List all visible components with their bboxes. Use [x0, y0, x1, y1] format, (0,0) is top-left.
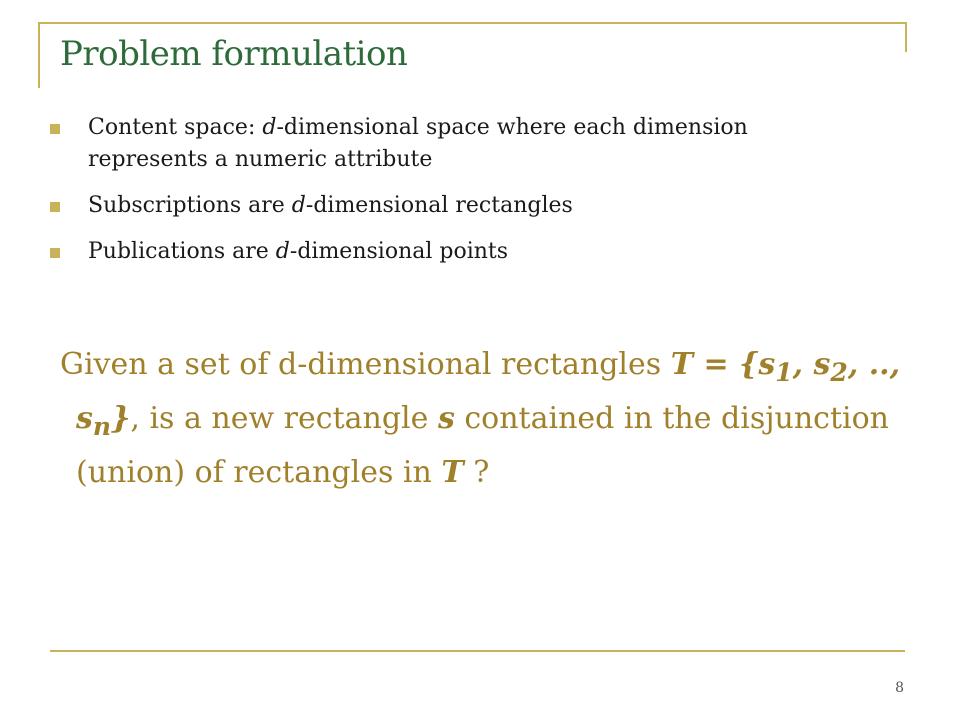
- bullet-square-icon: [50, 124, 60, 134]
- math-close: }: [111, 401, 131, 436]
- bullet-square-icon: [50, 202, 60, 212]
- bullet-text-italic: d: [291, 193, 306, 218]
- bullet-text-pre: Content space:: [88, 115, 263, 140]
- bullet-text-italic: d: [262, 115, 277, 140]
- right-rule: [905, 22, 907, 52]
- bullet-text-italic: d: [275, 239, 290, 264]
- math-T-end: T: [441, 455, 464, 490]
- bullet-publications: [50, 236, 850, 268]
- problem-tail: contained in the disjunction (union) of rectangles in: [76, 401, 889, 490]
- page-number: 8: [895, 680, 904, 696]
- bullet-content-space: [50, 112, 850, 176]
- slide-title: Problem formulation: [60, 34, 408, 74]
- bullet-text-post: -dimensional points: [289, 239, 509, 264]
- math-s-new: s: [437, 401, 455, 436]
- math-sep: ,: [792, 347, 814, 382]
- bullet-text-pre: Subscriptions are: [88, 193, 292, 218]
- bullet-square-icon: [50, 248, 60, 258]
- bottom-rule: [50, 650, 905, 652]
- math-eq: = {: [693, 347, 759, 382]
- bullet-text-post: -dimensional rectangles: [305, 193, 573, 218]
- math-T: T: [670, 347, 694, 382]
- math-sub1: 1: [775, 358, 793, 387]
- top-rule: [38, 22, 906, 24]
- problem-mid: , is a new rectangle: [130, 401, 438, 436]
- math-dots: , ..,: [847, 347, 901, 382]
- math-s2: s: [813, 347, 831, 382]
- bullet-text-post: -dimensional space where each dimension represents a numeric attribute: [88, 115, 748, 172]
- problem-end: ?: [463, 455, 490, 490]
- left-rule: [38, 22, 40, 88]
- math-s1: s: [758, 347, 776, 382]
- math-sub2: 2: [830, 358, 848, 387]
- math-sn: s: [76, 401, 93, 436]
- math-subn: n: [92, 412, 112, 441]
- bullet-text-pre: Publications are: [88, 239, 276, 264]
- problem-statement: [60, 342, 926, 496]
- bullet-list: [50, 112, 850, 282]
- bullet-subscriptions: [50, 190, 850, 222]
- problem-lead: Given a set of d-dimensional rectangles: [60, 347, 671, 382]
